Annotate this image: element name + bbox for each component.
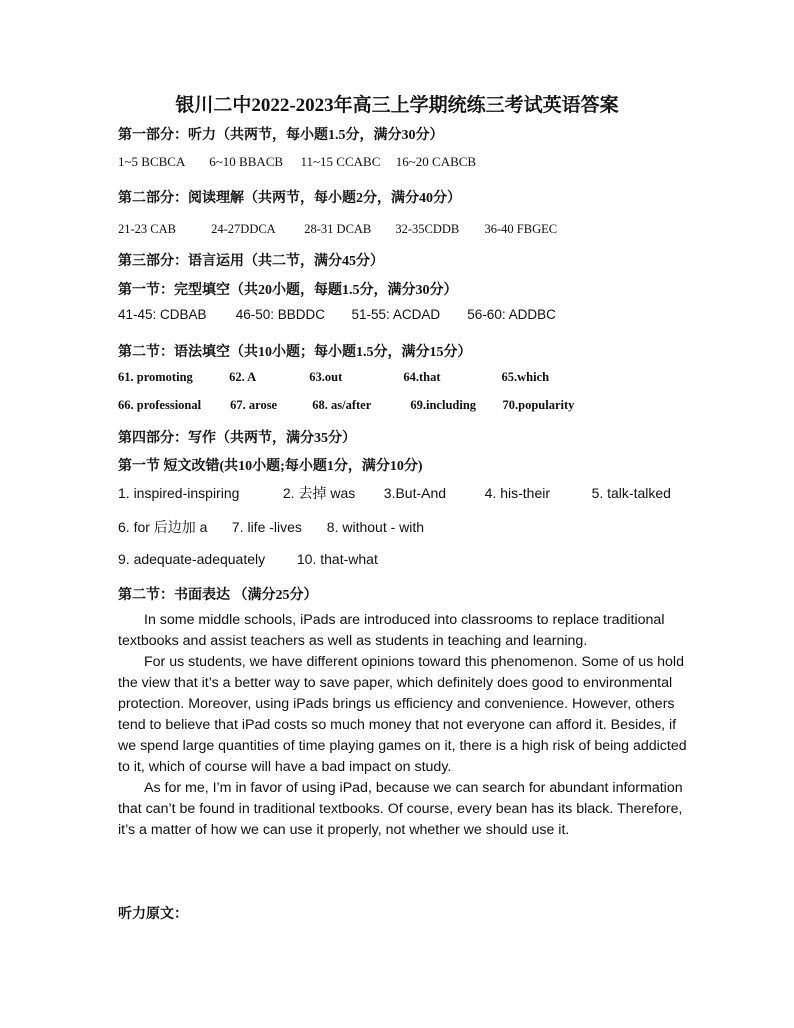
part2-answers <box>118 222 557 237</box>
answer-item: 70.popularity <box>502 398 575 412</box>
answer-group: 51-55: ACDAD <box>351 307 441 322</box>
part4-section2-heading: 第二节：书面表达 （满分25分） <box>118 588 318 603</box>
answer-group: 28-31 DCAB <box>304 222 372 236</box>
answer-group: 46-50: BBDDC <box>235 307 326 322</box>
answer-item: 69.including <box>410 398 477 412</box>
part4-section1-heading: 第一节 短文改错(共10小题;每小题1分，满分10分) <box>118 459 423 474</box>
correction-item: 10. that-what <box>296 551 378 567</box>
answer-item: 61. promoting <box>118 370 193 384</box>
correction-item: 3.But-And <box>383 485 447 501</box>
answer-group: 41-45: CDBAB <box>118 307 207 322</box>
correction-item: 9. adequate-adequately <box>118 551 266 567</box>
grammar-answers-row2 <box>118 398 574 413</box>
correction-item: 5. talk-talked <box>591 485 671 501</box>
correction-item: 2. 去掉 was <box>282 485 356 501</box>
correction-item: 7. life -lives <box>231 519 302 535</box>
answer-item: 62. A <box>229 370 257 384</box>
listening-transcript-label: 听力原文： <box>118 907 188 922</box>
correction-row1 <box>118 483 671 503</box>
answer-group: 21-23 CAB <box>118 222 176 236</box>
answer-item: 64.that <box>403 370 441 384</box>
correction-row2 <box>118 517 424 537</box>
part3-section1-answers <box>118 307 556 322</box>
answer-group: 6~10 BBACB <box>209 154 284 169</box>
part4-heading: 第四部分：写作（共两节，满分35分） <box>118 431 356 446</box>
part3-heading: 第三部分：语言运用（共二节，满分45分） <box>118 254 384 269</box>
correction-row3 <box>118 551 378 567</box>
grammar-answers-row1 <box>118 370 549 385</box>
answer-group: 24-27DDCA <box>211 222 276 236</box>
part3-section2-heading: 第二节：语法填空（共10小题；每小题1.5分，满分15分） <box>118 345 472 360</box>
essay-paragraph: In some middle schools, iPads are introduced into classrooms to replace traditional textbooks and assist teachers as well as students in teaching and learning. <box>118 612 665 649</box>
page-title: 银川二中2022-2023年高三上学期统练三考试英语答案 <box>175 95 619 116</box>
correction-item: 6. for 后边加 a <box>118 519 208 535</box>
answer-item: 67. arose <box>230 398 278 412</box>
answer-item: 63.out <box>309 370 343 384</box>
part1-heading: 第一部分：听力（共两节，每小题1.5分，满分30分） <box>118 128 444 143</box>
correction-item: 1. inspired-inspiring <box>118 485 240 501</box>
answer-group: 1~5 BCBCA <box>118 154 186 169</box>
correction-item: 8. without - with <box>326 519 425 535</box>
answer-item: 68. as/after <box>312 398 372 412</box>
correction-item: 4. his-their <box>484 485 551 501</box>
part1-answers <box>118 154 476 170</box>
essay-paragraph: As for me, I’m in favor of using iPad, because we can search for abundant information that can’t be found in traditional textbooks. Of course, every bean has its black. Therefore, it’s a matter of how we can use it properly, not whether we should use it. <box>118 780 683 838</box>
answer-group: 16~20 CABCB <box>395 154 477 169</box>
answer-group: 32-35CDDB <box>395 222 460 236</box>
answer-group: 56-60: ADDBC <box>467 307 556 322</box>
essay-body <box>118 610 688 841</box>
part2-heading: 第二部分：阅读理解（共两节，每小题2分，满分40分） <box>118 191 461 206</box>
answer-group: 36-40 FBGEC <box>484 222 558 236</box>
answer-item: 65.which <box>501 370 550 384</box>
answer-group: 11~15 CCABC <box>300 154 381 169</box>
part3-section1-heading: 第一节：完型填空（共20小题，每题1.5分，满分30分） <box>118 283 458 298</box>
answer-item: 66. professional <box>118 398 202 412</box>
essay-paragraph: For us students, we have different opinions toward this phenomenon. Some of us hold the view that it’s a better way to save paper, which definitely does good to environmental protection. Moreover, using iPads brings us efficiency and convenience. However, others tend to believe that iPad costs so much money that not everyone can afford it. Besides, if we spend large quantities of time playing games on it, there is a high risk of being addicted to it, which of course will have a bad impact on study. <box>118 654 687 775</box>
